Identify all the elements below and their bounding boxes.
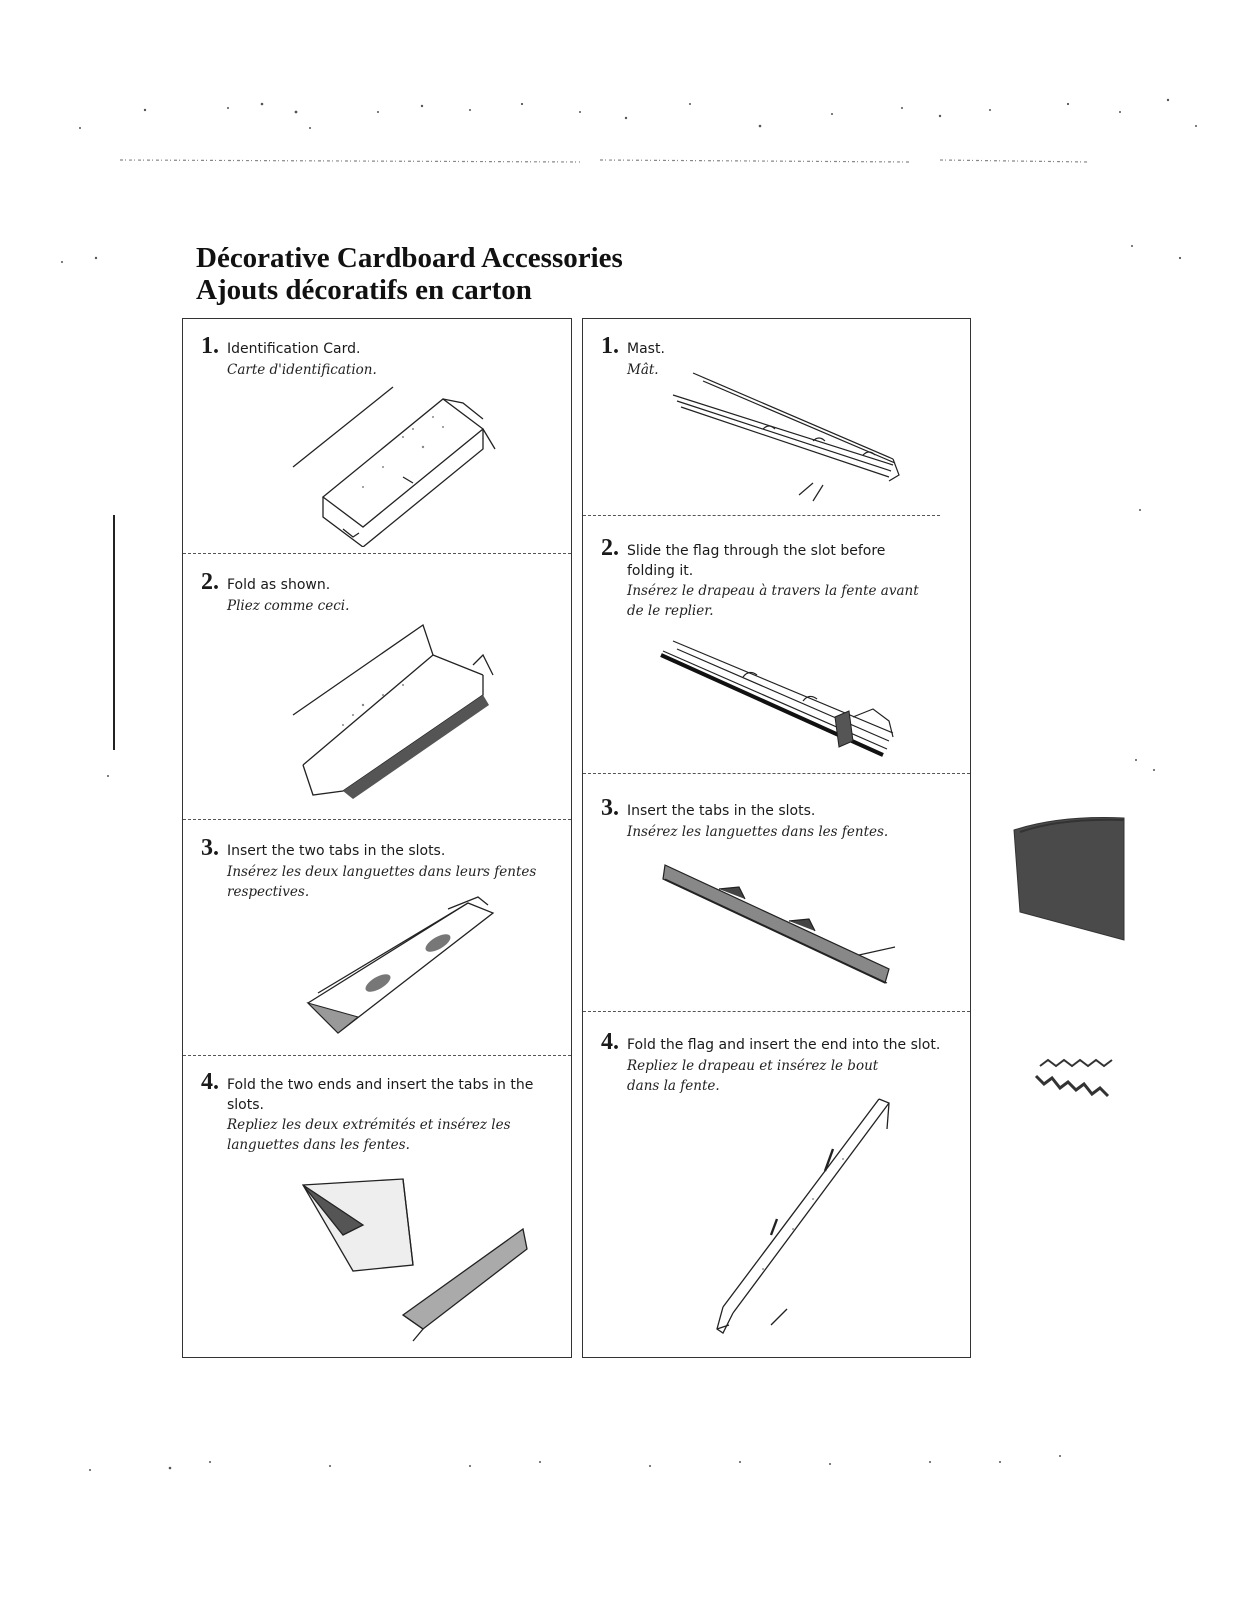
step-number: 2.: [601, 535, 619, 561]
step-number: 3.: [201, 835, 219, 861]
step-text-french: Insérez le drapeau à travers la fente avant de le replier.: [627, 583, 919, 619]
mast-flag-illustration: [653, 637, 903, 767]
step-text-french: Insérez les deux languettes dans leurs fentes respectives.: [227, 864, 537, 900]
scan-margin-line: [113, 515, 115, 750]
card-tabs-illustration: [298, 893, 498, 1043]
left-step-2: [201, 569, 563, 616]
step-text-english: Insert the tabs in the slots.: [627, 803, 816, 819]
step-text-english: Fold the flag and insert the end into the slot.: [627, 1037, 941, 1053]
step-number: 1.: [601, 333, 619, 359]
step-divider: [583, 1011, 970, 1012]
step-text-french: Carte d'identification.: [227, 362, 377, 378]
step-number: 4.: [201, 1069, 219, 1095]
step-text-english: Identification Card.: [227, 341, 361, 357]
step-divider: [583, 515, 940, 516]
step-number: 3.: [601, 795, 619, 821]
title-french: Ajouts décoratifs en carton: [196, 274, 532, 306]
step-number: 4.: [601, 1029, 619, 1055]
step-number: 2.: [201, 569, 219, 595]
left-step-1: [201, 333, 563, 380]
card-ends-illustration: [293, 1165, 533, 1345]
flag-fold-illustration: [703, 1089, 903, 1339]
step-text-english: Fold as shown.: [227, 577, 331, 593]
step-text-english: Insert the two tabs in the slots.: [227, 843, 446, 859]
step-text-french: Repliez le drapeau et insérez le bout dans la fente.: [627, 1058, 879, 1094]
step-divider: [583, 773, 970, 774]
step-number: 1.: [201, 333, 219, 359]
right-step-3: [601, 795, 962, 842]
step-text-french: Repliez les deux extrémités et insérez les languettes dans les fentes.: [227, 1117, 511, 1153]
step-text-english: Slide the flag through the slot before folding it.: [627, 543, 886, 579]
step-divider: [183, 553, 571, 554]
step-divider: [183, 819, 571, 820]
step-text-french: Pliez comme ceci.: [227, 598, 350, 614]
step-text-french: Insérez les languettes dans les fentes.: [627, 824, 889, 840]
title-english: Décorative Cardboard Accessories: [196, 242, 623, 274]
mast-tabs-illustration: [659, 859, 909, 999]
step-text-english: Fold the two ends and insert the tabs in the slots.: [227, 1077, 534, 1113]
panel-mast: [582, 318, 971, 1358]
left-step-3: [201, 835, 563, 902]
panel-identification-card: [182, 318, 572, 1358]
page-title: [196, 242, 623, 306]
step-text-english: Mast.: [627, 341, 665, 357]
left-step-4: [201, 1069, 563, 1155]
right-step-2: [601, 535, 962, 621]
step-divider: [183, 1055, 571, 1056]
right-step-4: [601, 1029, 962, 1096]
mast-illustration: [663, 365, 903, 505]
card-folded-illustration: [283, 615, 503, 805]
step-text-french: Mât.: [627, 362, 659, 378]
card-flat-illustration: [283, 377, 503, 547]
